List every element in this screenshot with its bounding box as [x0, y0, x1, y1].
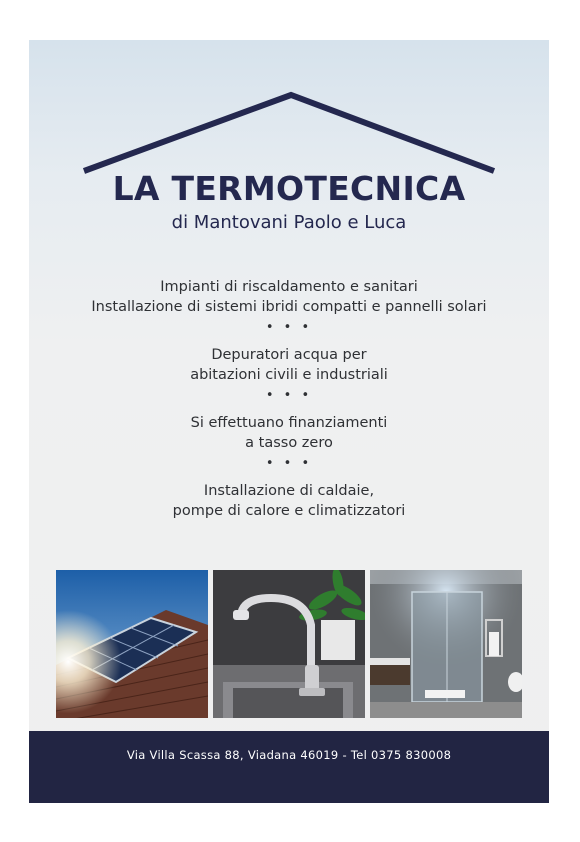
- company-name: LA TERMOTECNICA: [112, 169, 466, 208]
- service-line: pompe di calore e climatizzatori: [172, 503, 406, 519]
- company-owners: di Mantovani Paolo e Luca: [171, 212, 407, 233]
- contact-footer: [29, 731, 549, 803]
- separator-dots: • • •: [265, 388, 313, 403]
- contact-info: Via Villa Scassa 88, Viadana 46019 - Tel 0375 830008: [126, 748, 452, 762]
- service-line: Depuratori acqua per: [211, 347, 367, 363]
- service-line: Installazione di caldaie,: [203, 483, 375, 499]
- service-line: abitazioni civili e industriali: [190, 367, 388, 383]
- service-financing: [29, 413, 549, 453]
- photo-strip: [56, 570, 522, 718]
- service-heating: [29, 277, 549, 317]
- service-line: Impianti di riscaldamento e sanitari: [160, 279, 418, 295]
- services-list: [29, 277, 549, 521]
- service-line: Installazione di sistemi ibridi compatti e pannelli solari: [91, 299, 487, 315]
- solar-panels-photo: [56, 570, 208, 718]
- bathroom-shower-photo: [370, 570, 522, 718]
- kitchen-faucet-photo: [213, 570, 365, 718]
- service-boilers: [29, 481, 549, 521]
- flyer: [29, 40, 549, 803]
- service-line: a tasso zero: [245, 435, 333, 451]
- separator-dots: • • •: [265, 320, 313, 335]
- separator-dots: • • •: [265, 456, 313, 471]
- service-water-purifiers: [29, 345, 549, 385]
- roof-outline-icon: [81, 88, 497, 178]
- service-line: Si effettuano finanziamenti: [190, 415, 388, 431]
